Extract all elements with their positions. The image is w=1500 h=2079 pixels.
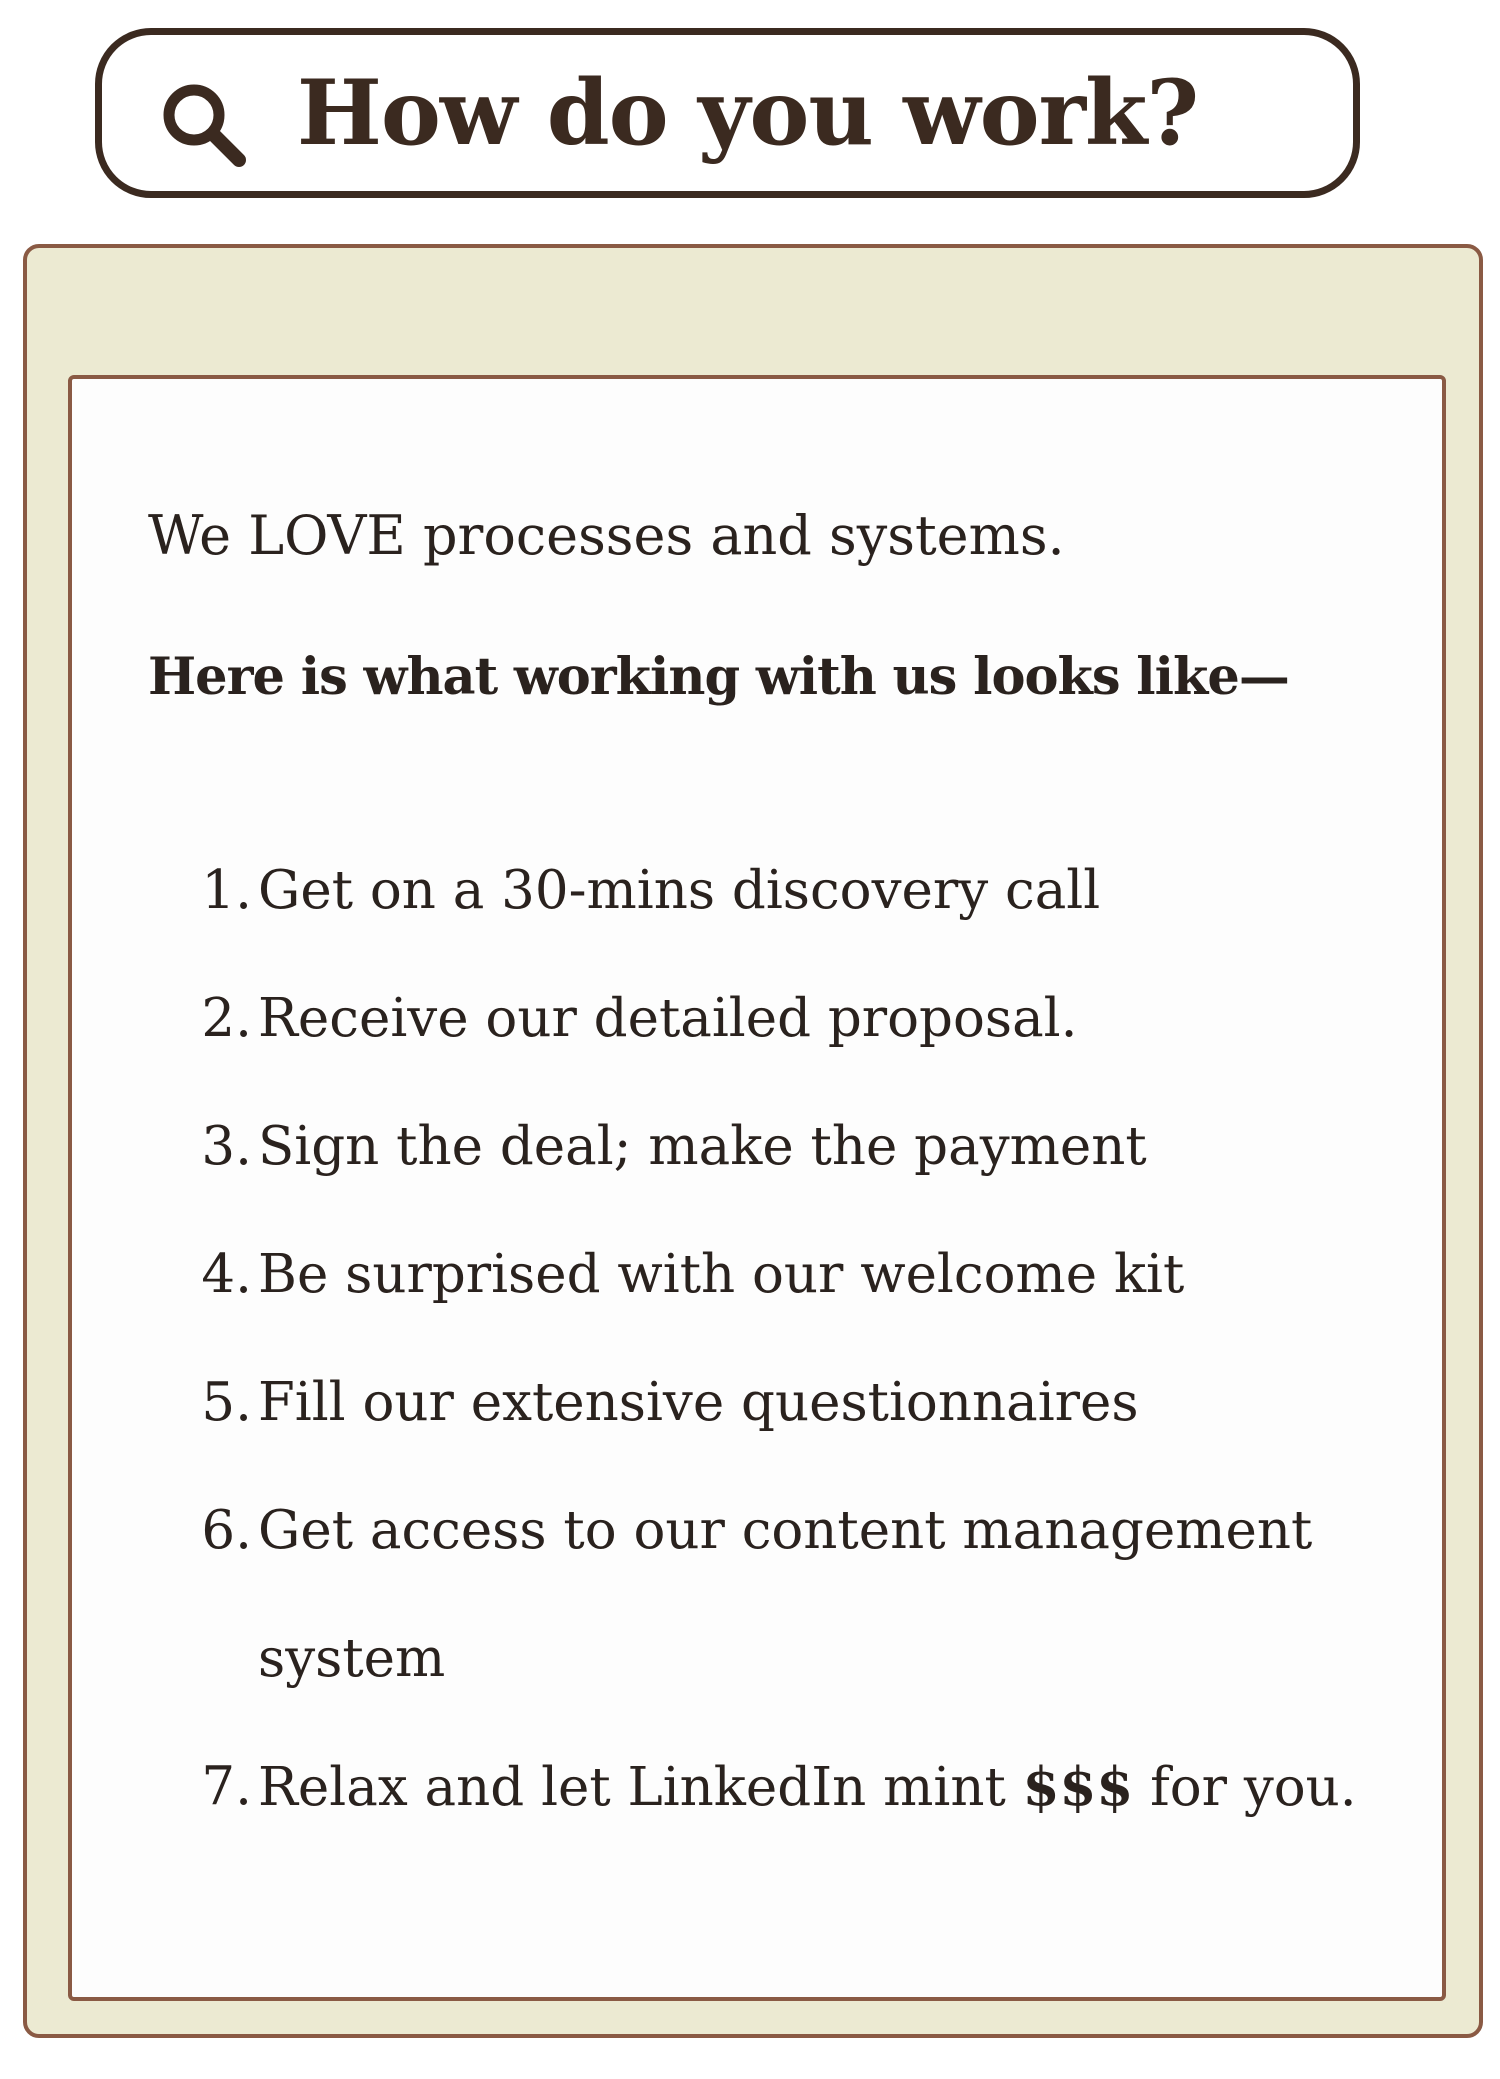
step-item	[190, 1467, 1420, 1723]
search-bar[interactable]	[95, 28, 1360, 198]
card-frame	[23, 244, 1483, 2038]
step-text: Fill our extensive questionnaires	[258, 1372, 1139, 1433]
step-number: 3.	[201, 1116, 252, 1177]
step-item	[190, 1083, 1420, 1211]
step-number: 1.	[201, 860, 252, 921]
intro-text: We LOVE processes and systems.	[148, 504, 1065, 567]
step-text-start: Relax and let LinkedIn mint	[258, 1757, 1023, 1818]
step-text-end: for you.	[1133, 1757, 1357, 1818]
steps-list	[190, 827, 1420, 1852]
step-item	[190, 827, 1420, 955]
step-text	[258, 1723, 1420, 1852]
step-number: 5.	[201, 1372, 252, 1433]
step-number: 4.	[201, 1244, 252, 1305]
money-emphasis: $$$	[1022, 1756, 1134, 1818]
step-item	[190, 1723, 1420, 1852]
step-text: Get access to our content management system	[258, 1500, 1313, 1689]
step-item	[190, 1211, 1420, 1339]
step-item	[190, 955, 1420, 1083]
card-content	[68, 375, 1446, 2001]
step-text: Sign the deal; make the payment	[258, 1116, 1147, 1177]
lead-text: Here is what working with us looks like—	[148, 647, 1289, 707]
step-item	[190, 1339, 1420, 1467]
search-query[interactable]: How do you work?	[296, 60, 1199, 166]
step-text: Receive our detailed proposal.	[258, 988, 1078, 1049]
step-number: 7.	[201, 1756, 252, 1817]
step-number: 6.	[201, 1500, 252, 1561]
step-text: Be surprised with our welcome kit	[258, 1244, 1185, 1305]
step-text: Get on a 30-mins discovery call	[258, 860, 1101, 921]
step-number: 2.	[201, 988, 252, 1049]
